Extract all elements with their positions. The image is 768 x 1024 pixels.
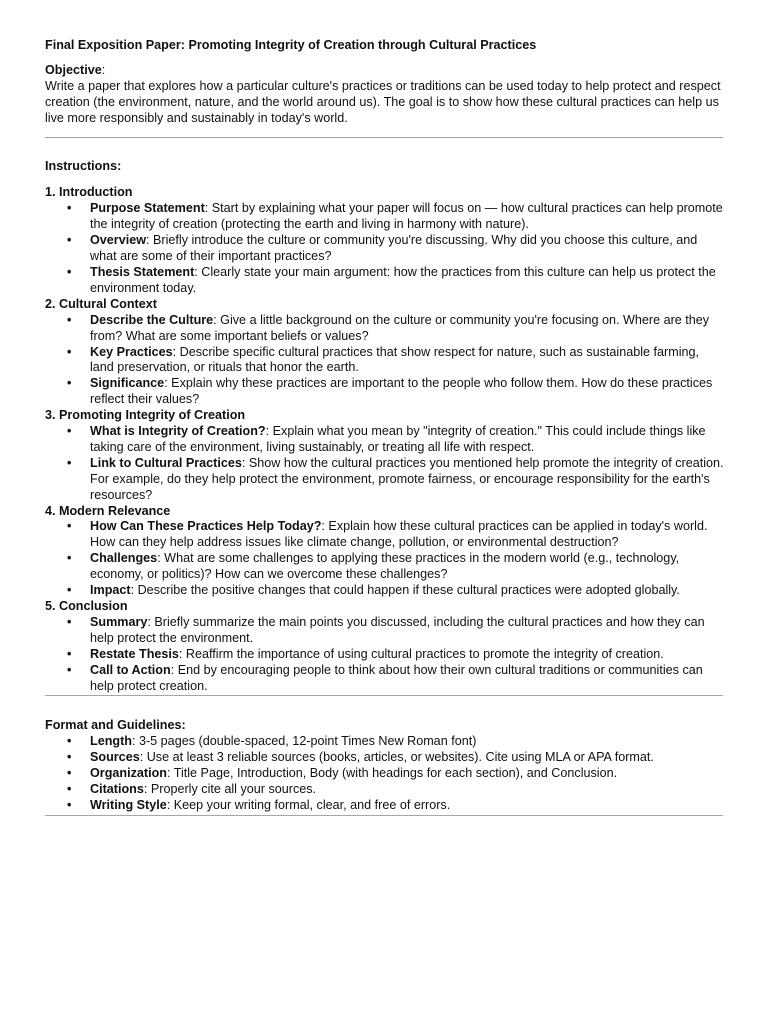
section-heading: 4. Modern Relevance xyxy=(45,503,171,518)
instructions-label: Instructions: xyxy=(45,158,122,173)
list-item-citations xyxy=(45,782,724,798)
item-term: Link to Cultural Practices xyxy=(90,455,242,470)
item-text: : Title Page, Introduction, Body (with headings for each section), and Conclusion. xyxy=(166,766,618,781)
bullet-icon: • xyxy=(67,734,72,749)
list-item-length xyxy=(45,734,724,750)
item-term: Impact xyxy=(90,583,131,598)
list-item-describe-the-culture xyxy=(45,313,724,345)
divider xyxy=(45,695,723,696)
item-term: Significance xyxy=(90,376,165,391)
list-item-overview xyxy=(45,233,724,265)
item-term: Challenges xyxy=(90,551,158,566)
item-term: Restate Thesis xyxy=(90,646,179,661)
bullet-icon: • xyxy=(67,233,72,248)
item-text: : Keep your writing formal, clear, and free of errors. xyxy=(166,797,451,812)
section-bullet-list xyxy=(45,313,724,408)
item-term: How Can These Practices Help Today? xyxy=(90,519,322,534)
bullet-icon: • xyxy=(67,424,72,439)
section-heading: 3. Promoting Integrity of Creation xyxy=(45,408,246,423)
item-text: : Show how the cultural practices you mentioned help promote the integrity of creation. For example, do they help protect the environment, promote fairness, or encourage responsibility for the earth's resources? xyxy=(90,455,724,502)
item-text: : End by encouraging people to think about how their own cultural traditions or communities can help protect creation. xyxy=(90,662,703,693)
item-text: : Give a little background on the culture or community you're focusing on. Where are they from? What are some important beliefs or values? xyxy=(90,312,710,343)
section-3-promoting-integrity-of-creation xyxy=(45,408,724,503)
list-item-significance xyxy=(45,376,724,408)
format-guidelines-list xyxy=(45,734,724,814)
list-item-sources xyxy=(45,750,724,766)
item-text: : Start by explaining what your paper will focus on — how cultural practices can help promote the integrity of creation (protecting the earth and living in harmony with nature). xyxy=(90,201,723,232)
item-term: What is Integrity of Creation? xyxy=(90,424,266,439)
item-text: : Briefly introduce the culture or community you're discussing. Why did you choose this culture, and what are some of their important practices? xyxy=(90,233,698,264)
bullet-icon: • xyxy=(67,344,72,359)
objective-colon: : xyxy=(101,62,106,77)
section-1-introduction xyxy=(45,185,724,296)
list-item-summary xyxy=(45,615,724,647)
list-item-key-practices xyxy=(45,345,724,377)
list-item-link-to-cultural-practices xyxy=(45,456,724,504)
list-item-challenges xyxy=(45,551,724,583)
section-bullet-list xyxy=(45,615,724,695)
bullet-icon: • xyxy=(67,455,72,470)
bullet-icon: • xyxy=(67,312,72,327)
objective-block xyxy=(45,63,724,127)
item-term: Thesis Statement xyxy=(90,264,195,279)
list-item-what-is-integrity-of-creation xyxy=(45,424,724,456)
list-item-writing-style xyxy=(45,798,724,814)
item-term: Summary xyxy=(90,614,148,629)
item-text: : Explain why these practices are important to the people who follow them. How do these practices reflect their values? xyxy=(90,376,713,407)
section-5-conclusion xyxy=(45,599,724,694)
list-item-restate-thesis xyxy=(45,647,724,663)
bullet-icon: • xyxy=(67,662,72,677)
divider xyxy=(45,815,723,816)
format-guidelines-label: Format and Guidelines: xyxy=(45,718,186,733)
item-term: Citations xyxy=(90,782,144,797)
item-term: Key Practices xyxy=(90,344,173,359)
bullet-icon: • xyxy=(67,201,72,216)
item-text: : Properly cite all your sources. xyxy=(143,782,317,797)
item-text: : What are some challenges to applying these practices in the modern world (e.g., technology, economy, or politics)? How can we overcome these challenges? xyxy=(90,551,680,582)
bullet-icon: • xyxy=(67,646,72,661)
item-term: Writing Style xyxy=(90,797,167,812)
section-heading: 5. Conclusion xyxy=(45,599,128,613)
item-text: : Use at least 3 reliable sources (books, articles, or websites). Cite using MLA or APA format. xyxy=(139,750,654,765)
bullet-icon: • xyxy=(67,376,72,391)
section-bullet-list xyxy=(45,519,724,599)
item-term: Sources xyxy=(90,750,140,765)
item-term: Call to Action xyxy=(90,662,171,677)
item-text: : Clearly state your main argument: how the practices from this culture can help us protect the environment today. xyxy=(90,264,716,295)
section-4-modern-relevance xyxy=(45,504,724,599)
item-term: Purpose Statement xyxy=(90,201,205,216)
bullet-icon: • xyxy=(67,782,72,797)
list-item-how-can-these-practices-help-today xyxy=(45,519,724,551)
list-item-call-to-action xyxy=(45,663,724,695)
list-item-purpose-statement xyxy=(45,201,724,233)
section-heading: 2. Cultural Context xyxy=(45,296,157,311)
item-term: Organization xyxy=(90,766,167,781)
list-item-impact xyxy=(45,583,724,599)
section-bullet-list xyxy=(45,424,724,504)
bullet-icon: • xyxy=(67,519,72,534)
bullet-icon: • xyxy=(67,766,72,781)
document-title: Final Exposition Paper: Promoting Integrity of Creation through Cultural Practices xyxy=(45,38,537,52)
divider xyxy=(45,137,723,138)
section-bullet-list xyxy=(45,201,724,296)
objective-label: Objective xyxy=(45,62,102,77)
bullet-icon: • xyxy=(67,750,72,765)
item-term: Overview xyxy=(90,233,147,248)
item-text: : Describe the positive changes that could happen if these cultural practices were adopted globally. xyxy=(130,583,680,598)
instructions-sections xyxy=(45,185,724,694)
item-text: : Reaffirm the importance of using cultural practices to promote the integrity of creation. xyxy=(178,646,664,661)
item-text: : Briefly summarize the main points you discussed, including the cultural practices and how they can help protect the environment. xyxy=(90,614,705,645)
bullet-icon: • xyxy=(67,551,72,566)
item-term: Length xyxy=(90,734,132,749)
bullet-icon: • xyxy=(67,614,72,629)
section-2-cultural-context xyxy=(45,297,724,408)
item-text: : Explain what you mean by "integrity of creation." This could include things like taking care of the environment, living sustainably, or treating all life with respect. xyxy=(90,424,706,454)
item-term: Describe the Culture xyxy=(90,312,214,327)
bullet-icon: • xyxy=(67,264,72,279)
item-text: : 3-5 pages (double-spaced, 12-point Times New Roman font) xyxy=(131,734,477,749)
list-item-organization xyxy=(45,766,724,782)
section-heading: 1. Introduction xyxy=(45,185,133,200)
bullet-icon: • xyxy=(67,797,72,812)
objective-text: Write a paper that explores how a particular culture's practices or traditions can be used today to help protect and respect creation (the environment, nature, and the world around us). The goal is to show how these cultural practices can help us live more responsibly and sustainably in today's world. xyxy=(45,78,721,125)
list-item-thesis-statement xyxy=(45,265,724,297)
item-text: : Explain how these cultural practices can be applied in today's world. How can they help address issues like climate change, pollution, or environmental destruction? xyxy=(90,519,708,550)
bullet-icon: • xyxy=(67,583,72,598)
item-text: : Describe specific cultural practices that show respect for nature, such as sustainable farming, land preservation, or rituals that honor the earth. xyxy=(90,344,700,375)
